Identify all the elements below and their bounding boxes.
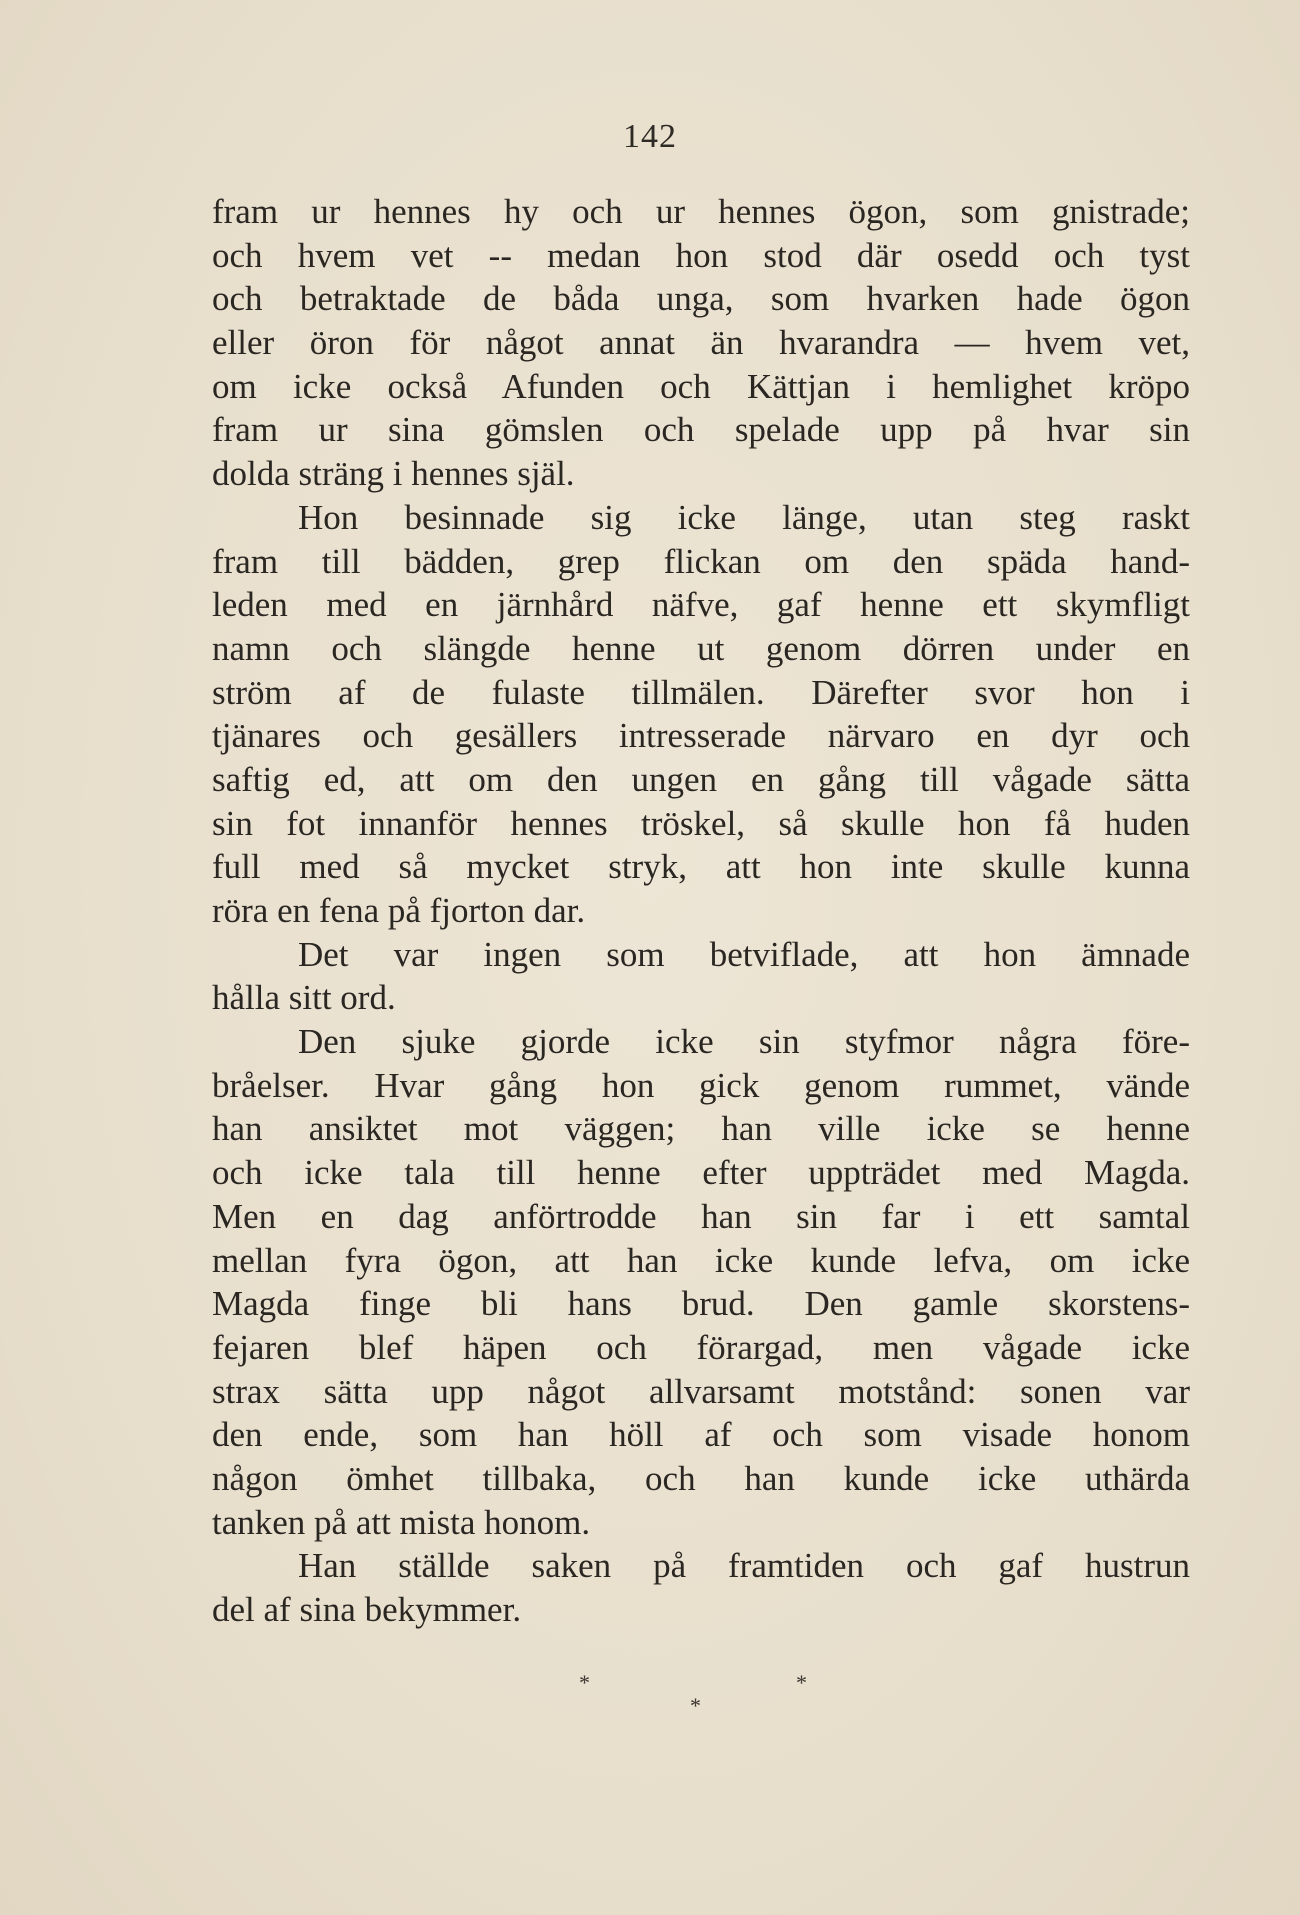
page-number: 142 [623, 118, 677, 155]
asterism-ornament: * [796, 1670, 807, 1695]
text-line: eller öron för något annat än hvarandra — hvem vet, [212, 323, 1190, 363]
body-text [212, 190, 1190, 1632]
text-line: Han ställde saken på framtiden och gaf hustrun [298, 1546, 1190, 1586]
text-line: saftig ed, att om den ungen en gång till vågade sätta [212, 759, 1190, 799]
text-line: Men en dag anförtrodde han sin far i ett samtal [212, 1196, 1190, 1236]
asterism-ornament: * [579, 1670, 590, 1695]
text-line: och hvem vet -- medan hon stod där osedd och tyst [212, 235, 1190, 275]
text-line: fram ur hennes hy och ur hennes ögon, som gnistrade; [212, 192, 1190, 231]
text-line: mellan fyra ögon, att han icke kunde lefva, om icke [212, 1240, 1190, 1280]
text-line: ström af de fulaste tillmälen. Därefter svor hon i [212, 672, 1190, 712]
text-line: och icke tala till henne efter uppträdet med Magda. [212, 1153, 1190, 1193]
text-line: bråelser. Hvar gång hon gick genom rummet, vände [212, 1065, 1190, 1105]
text-line: fejaren blef häpen och förargad, men vågade icke [212, 1327, 1190, 1367]
text-line: han ansiktet mot väggen; han ville icke se henne [212, 1109, 1190, 1149]
text-line: den ende, som han höll af och som visade honom [212, 1415, 1190, 1455]
text-line: fram ur sina gömslen och spelade upp på hvar sin [212, 410, 1190, 450]
text-line: Magda finge bli hans brud. Den gamle skorstens- [212, 1284, 1190, 1324]
text-line: fram till bädden, grep flickan om den späda hand- [212, 541, 1190, 581]
text-line: någon ömhet tillbaka, och han kunde icke uthärda [212, 1458, 1190, 1498]
text-line: del af sina bekymmer. [212, 1590, 522, 1629]
text-line: och betraktade de båda unga, som hvarken hade ögon [212, 279, 1190, 319]
text-line: tanken på att mista honom. [212, 1502, 591, 1542]
text-line: Hon besinnade sig icke länge, utan steg raskt [298, 497, 1190, 537]
text-line: tjänares och gesällers intresserade närvaro en dyr och [212, 716, 1190, 756]
text-line: sin fot innanför hennes tröskel, så skulle hon få huden [212, 803, 1190, 843]
text-line: hålla sitt ord. [212, 978, 396, 1018]
text-line: dolda sträng i hennes själ. [212, 454, 575, 494]
text-line: leden med en järnhård näfve, gaf henne ett skymfligt [212, 585, 1190, 625]
text-line: full med så mycket stryk, att hon inte skulle kunna [212, 847, 1190, 887]
text-line: Den sjuke gjorde icke sin styfmor några före- [298, 1022, 1190, 1062]
text-line: om icke också Afunden och Kättjan i hemlighet kröpo [212, 366, 1190, 406]
text-line: namn och slängde henne ut genom dörren under en [212, 628, 1190, 668]
text-line: strax sätta upp något allvarsamt motstånd: sonen var [212, 1371, 1190, 1411]
text-line: Det var ingen som betviflade, att hon ämnade [298, 934, 1190, 974]
asterism-ornament: * [690, 1693, 701, 1718]
text-line: röra en fena på fjorton dar. [212, 891, 586, 930]
